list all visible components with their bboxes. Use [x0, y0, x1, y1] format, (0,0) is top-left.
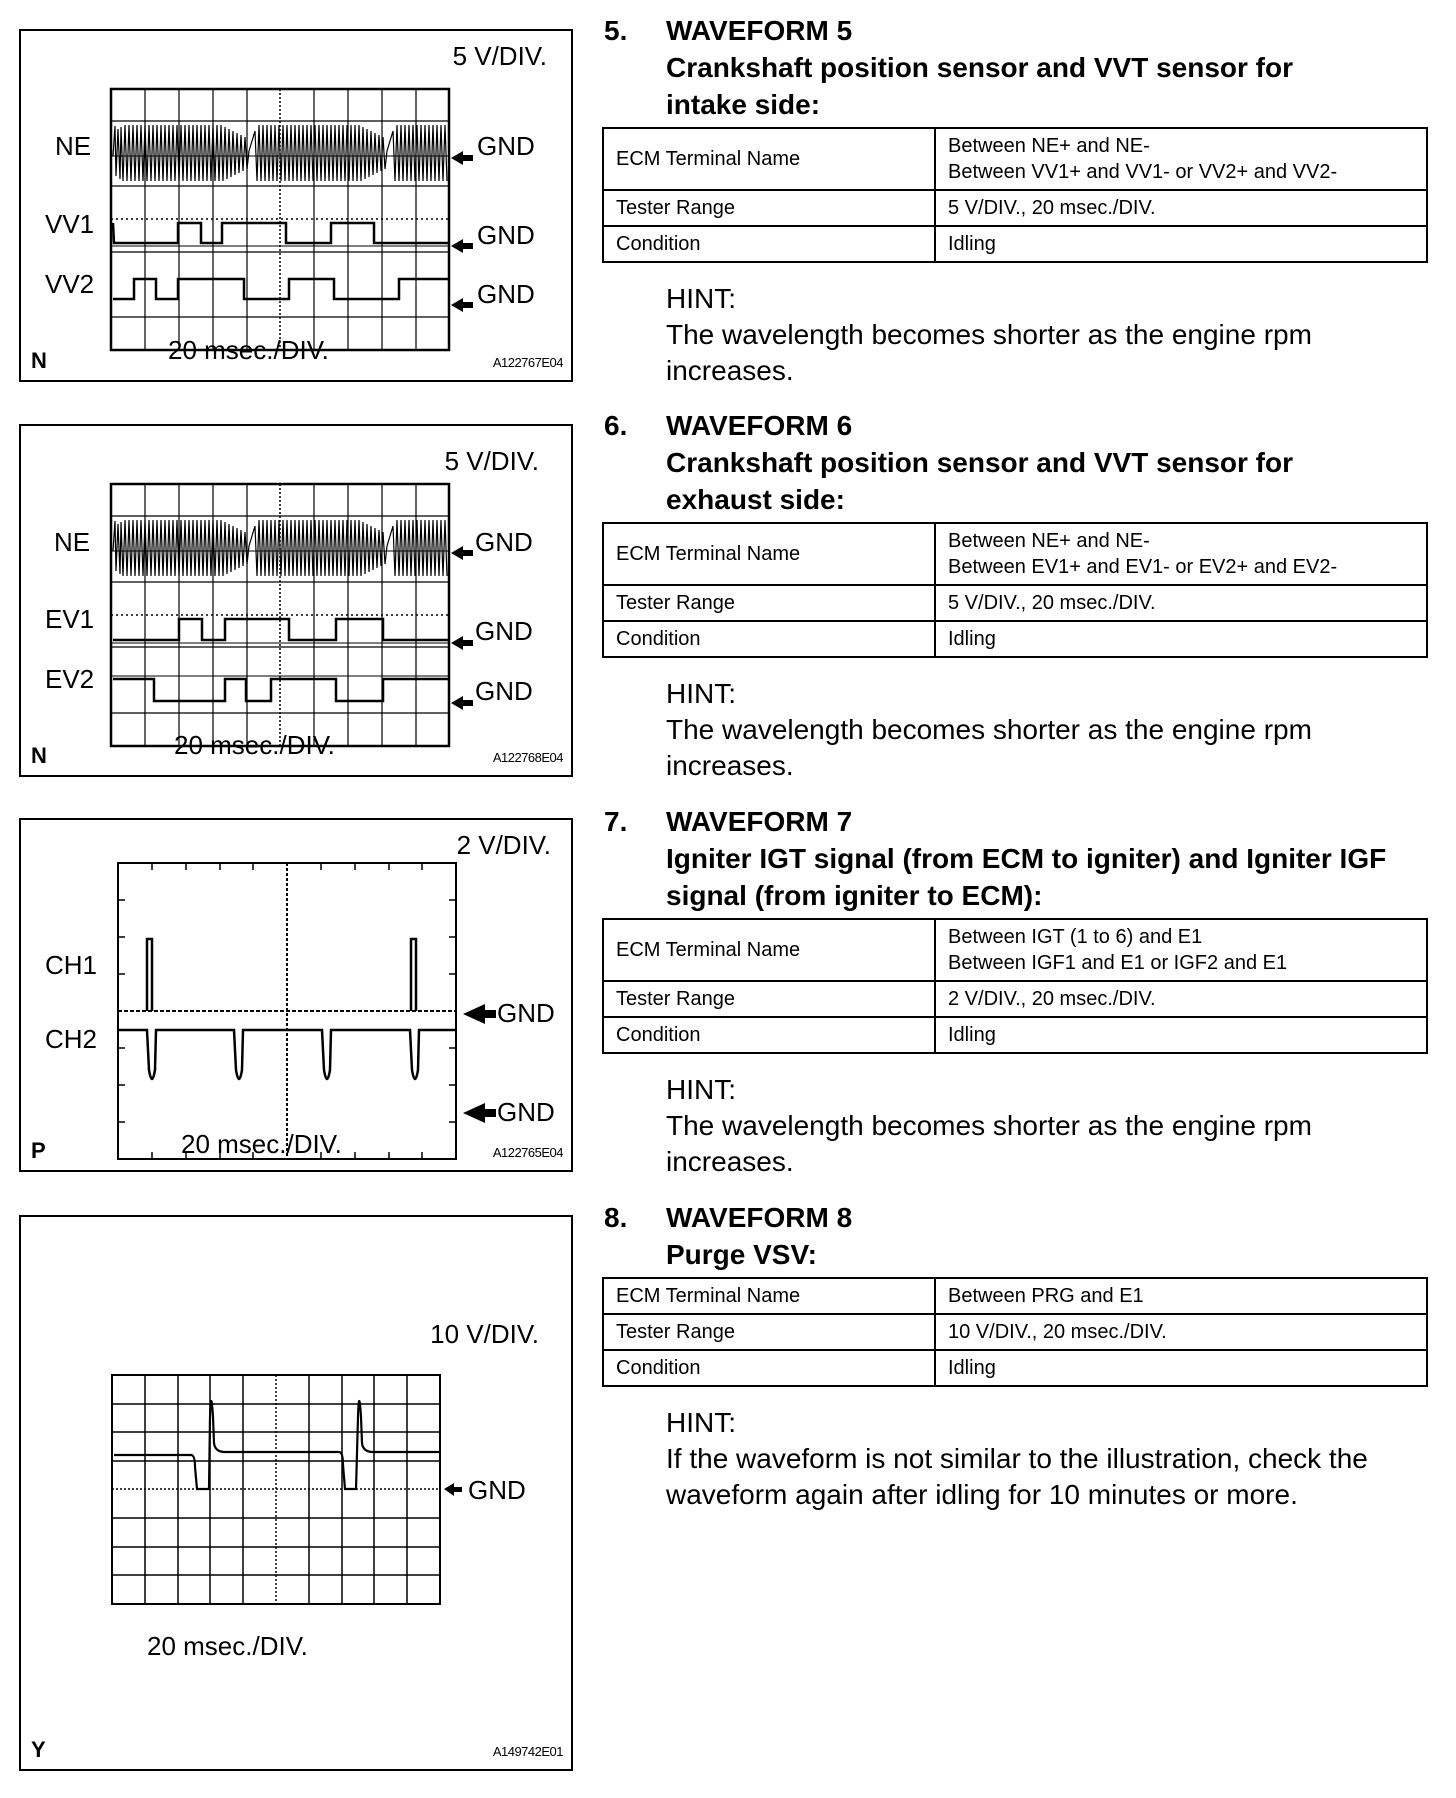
- table-row: [603, 128, 1427, 190]
- section-waveform-7: [602, 803, 1428, 1180]
- figure-letter: Y: [31, 1737, 46, 1762]
- table-row: [603, 1350, 1427, 1386]
- channel-label-ev1: EV1: [45, 604, 95, 634]
- row-value: Idling: [935, 1017, 1427, 1053]
- volts-per-div-label: 5 V/DIV.: [444, 446, 539, 476]
- figure-id: A149742E01: [492, 1744, 563, 1759]
- value-line: Between NE+ and NE-: [948, 530, 1150, 552]
- section-subtitle: Purge VSV:: [666, 1239, 817, 1270]
- hint-label: HINT:: [666, 1407, 736, 1438]
- channel-label-ne: NE: [55, 131, 92, 161]
- row-key: Tester Range: [603, 1314, 935, 1350]
- figure-letter: P: [31, 1138, 46, 1163]
- channel-label-vv1: VV1: [45, 209, 95, 239]
- row-value: [935, 523, 1427, 585]
- waveform-figure-7: [19, 818, 573, 1172]
- table-row: [603, 226, 1427, 262]
- waveform-figure-6: [19, 424, 573, 777]
- value-line: Between NE+ and NE-: [948, 135, 1150, 157]
- table-row: [603, 919, 1427, 981]
- time-per-div-label: 20 msec./DIV.: [168, 335, 329, 365]
- table-row: [603, 1017, 1427, 1053]
- row-key: Tester Range: [603, 585, 935, 621]
- hint-label: HINT:: [666, 678, 736, 709]
- row-value: Idling: [935, 226, 1427, 262]
- channel-label-ch2: CH2: [45, 1024, 98, 1054]
- table-row: [603, 1278, 1427, 1314]
- row-key: ECM Terminal Name: [603, 523, 935, 585]
- waveform-figure-8: [19, 1215, 573, 1771]
- section-number: 8.: [604, 1202, 628, 1233]
- hint-text: If the waveform is not similar to the illustration, check the waveform again after idling for 10 minutes or more.: [666, 1443, 1368, 1510]
- gnd-label: GND: [468, 1475, 526, 1505]
- value-line: Between VV1+ and VV1- or VV2+ and VV2-: [948, 161, 1338, 183]
- channel-label-ev2: EV2: [45, 664, 95, 694]
- figure-id: A122765E04: [492, 1145, 563, 1160]
- section-title: WAVEFORM 6: [666, 410, 853, 441]
- table-row: [603, 523, 1427, 585]
- time-per-div-label: 20 msec./DIV.: [181, 1129, 342, 1159]
- table-row: [603, 981, 1427, 1017]
- spec-table: [602, 127, 1428, 263]
- gnd-label: GND: [475, 527, 533, 557]
- waveform-figure-5: [19, 29, 573, 382]
- section-waveform-6: [602, 407, 1428, 784]
- row-key: ECM Terminal Name: [603, 128, 935, 190]
- section-subtitle: Crankshaft position sensor and VVT sensor for intake side:: [666, 52, 1294, 120]
- value-line: Between IGF1 and E1 or IGF2 and E1: [948, 952, 1288, 974]
- gnd-label: GND: [497, 1097, 555, 1127]
- gnd-label: GND: [477, 220, 535, 250]
- section-subtitle: Crankshaft position sensor and VVT sensor for exhaust side:: [666, 447, 1294, 515]
- section-heading: [602, 407, 1428, 518]
- row-value: Idling: [935, 1350, 1427, 1386]
- hint-block: [666, 1405, 1428, 1513]
- hint-label: HINT:: [666, 283, 736, 314]
- hint-label: HINT:: [666, 1074, 736, 1105]
- time-per-div-label: 20 msec./DIV.: [147, 1631, 308, 1661]
- channel-label-ne: NE: [54, 527, 91, 557]
- volts-per-div-label: 2 V/DIV.: [456, 830, 551, 860]
- hint-block: [666, 676, 1428, 784]
- oscilloscope-graph-6: [21, 426, 571, 775]
- row-key: Condition: [603, 226, 935, 262]
- row-value: 5 V/DIV., 20 msec./DIV.: [935, 585, 1427, 621]
- gnd-label: GND: [497, 998, 555, 1028]
- spec-table: [602, 1277, 1428, 1387]
- hint-text: The wavelength becomes shorter as the engine rpm increases.: [666, 714, 1312, 781]
- row-value: [935, 128, 1427, 190]
- row-key: Tester Range: [603, 981, 935, 1017]
- oscilloscope-graph-5: [21, 31, 571, 380]
- gnd-label: GND: [475, 676, 533, 706]
- row-key: Condition: [603, 1350, 935, 1386]
- row-value: 2 V/DIV., 20 msec./DIV.: [935, 981, 1427, 1017]
- row-value: 5 V/DIV., 20 msec./DIV.: [935, 190, 1427, 226]
- figure-letter: N: [31, 348, 47, 373]
- table-row: [603, 190, 1427, 226]
- row-value: Between PRG and E1: [935, 1278, 1427, 1314]
- gnd-label: GND: [475, 616, 533, 646]
- section-title: WAVEFORM 5: [666, 15, 853, 46]
- hint-block: [666, 1072, 1428, 1180]
- hint-text: The wavelength becomes shorter as the engine rpm increases.: [666, 1110, 1312, 1177]
- row-value: 10 V/DIV., 20 msec./DIV.: [935, 1314, 1427, 1350]
- oscilloscope-graph-7: [21, 820, 571, 1170]
- section-heading: [602, 803, 1428, 914]
- value-line: Between IGT (1 to 6) and E1: [948, 926, 1203, 948]
- gnd-label: GND: [477, 131, 535, 161]
- row-key: ECM Terminal Name: [603, 919, 935, 981]
- channel-label-ch1: CH1: [45, 950, 98, 980]
- section-waveform-5: [602, 12, 1428, 389]
- table-row: [603, 585, 1427, 621]
- table-row: [603, 1314, 1427, 1350]
- section-number: 6.: [604, 410, 628, 441]
- section-heading: [602, 1199, 1428, 1273]
- hint-text: The wavelength becomes shorter as the engine rpm increases.: [666, 319, 1312, 386]
- row-key: Tester Range: [603, 190, 935, 226]
- value-line: Between EV1+ and EV1- or EV2+ and EV2-: [948, 556, 1338, 578]
- section-number: 5.: [604, 15, 628, 46]
- section-number: 7.: [604, 806, 628, 837]
- section-waveform-8: [602, 1199, 1428, 1513]
- table-row: [603, 621, 1427, 657]
- gnd-label: GND: [477, 279, 535, 309]
- time-per-div-label: 20 msec./DIV.: [174, 730, 335, 760]
- figure-letter: N: [31, 743, 47, 768]
- spec-table: [602, 918, 1428, 1054]
- volts-per-div-label: 5 V/DIV.: [452, 41, 547, 71]
- spec-table: [602, 522, 1428, 658]
- row-value: Idling: [935, 621, 1427, 657]
- section-title: WAVEFORM 7: [666, 806, 853, 837]
- hint-block: [666, 281, 1428, 389]
- volts-per-div-label: 10 V/DIV.: [430, 1319, 539, 1349]
- channel-label-vv2: VV2: [45, 269, 95, 299]
- row-value: [935, 919, 1427, 981]
- section-heading: [602, 12, 1428, 123]
- figure-id: A122767E04: [492, 355, 563, 370]
- section-subtitle: Igniter IGT signal (from ECM to igniter) and Igniter IGF signal (from igniter to ECM):: [666, 843, 1387, 911]
- section-title: WAVEFORM 8: [666, 1202, 853, 1233]
- figure-id: A122768E04: [492, 750, 563, 765]
- row-key: Condition: [603, 621, 935, 657]
- row-key: Condition: [603, 1017, 935, 1053]
- row-key: ECM Terminal Name: [603, 1278, 935, 1314]
